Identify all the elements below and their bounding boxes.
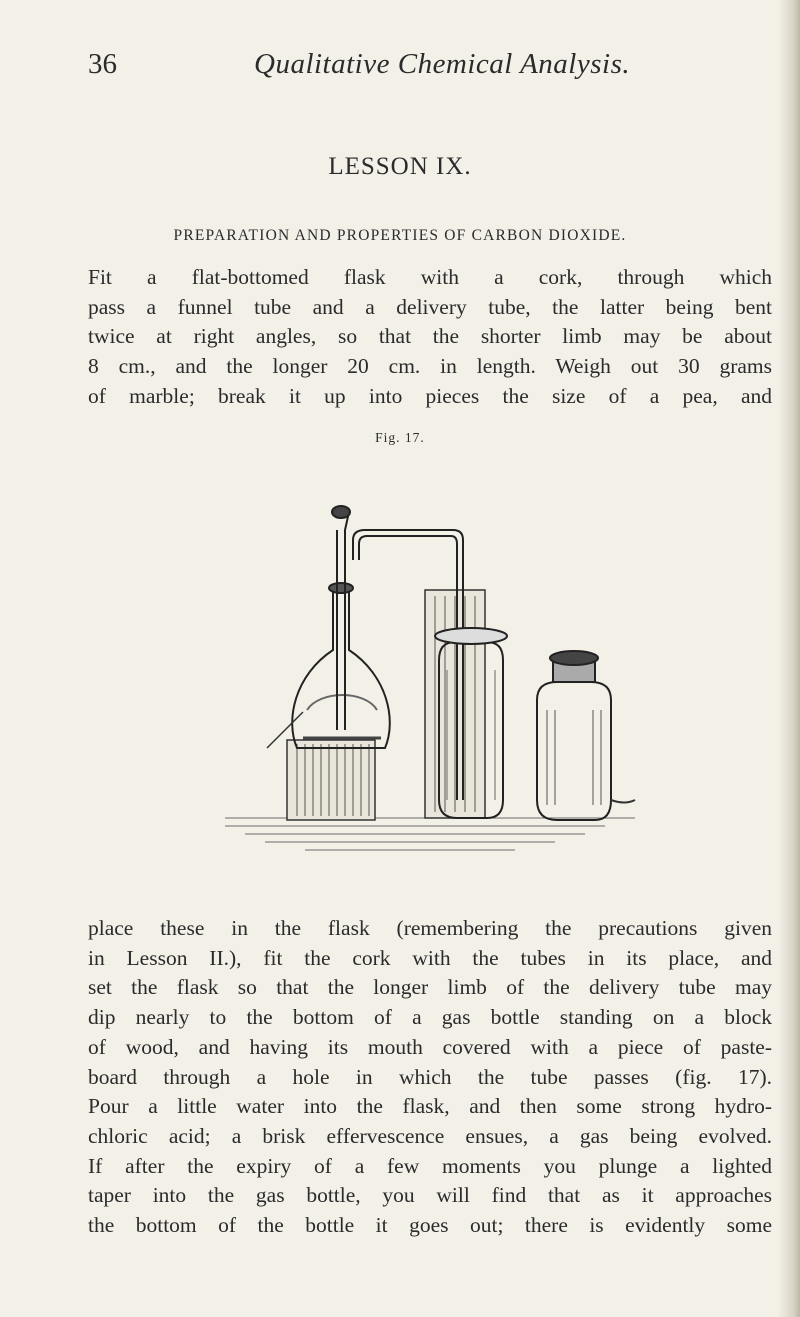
page-number: 36 [88, 48, 117, 80]
text-line: taper into the gas bottle, you will find that as it approaches [88, 1183, 772, 1208]
page-edge-shadow [778, 0, 800, 1317]
text-line: of marble; break it up into pieces the size of a pea, and [88, 383, 772, 408]
text-line: If after the expiry of a few moments you plunge a lighted [88, 1153, 772, 1178]
stoppered-bottle [537, 651, 635, 820]
text-line: Pour a little water into the flask, and then some strong hydro- [88, 1094, 772, 1119]
running-title: Qualitative Chemical Analysis. [254, 48, 631, 80]
flask [292, 583, 390, 748]
lesson-title: LESSON IX. [328, 153, 472, 180]
lesson-subtitle: PREPARATION AND PROPERTIES OF CARBON DIOXIDE. [173, 227, 627, 244]
text-line: board through a hole in which the tube passes (fig. 17). [88, 1064, 772, 1089]
apparatus-illustration [225, 500, 645, 880]
text-line: dip nearly to the bottom of a gas bottle standing on a block [88, 1005, 772, 1030]
text-line: in Lesson II.), fit the cork with the tubes in its place, and [88, 945, 772, 970]
text-line: Fit a flat-bottomed flask with a cork, through which [88, 265, 772, 289]
text-line: of wood, and having its mouth covered with a piece of paste- [88, 1034, 772, 1059]
wooden-block [287, 740, 375, 820]
table-hatching [225, 818, 635, 850]
text-line: place these in the flask (remembering the precautions given [88, 916, 772, 940]
text-line: set the flask so that the longer limb of the delivery tube may [88, 975, 772, 1000]
paragraph-1 [88, 263, 772, 412]
text-line: chloric acid; a brisk effervescence ensues, a gas being evolved. [88, 1123, 772, 1148]
paragraph-2 [88, 914, 772, 1241]
wooden-block [425, 590, 485, 818]
text-line: 8 cm., and the longer 20 cm. in length. Weigh out 30 grams [88, 354, 772, 379]
figure-caption: Fig. 17. [375, 430, 425, 445]
text-line: the bottom of the bottle it goes out; there is evidently some [88, 1213, 772, 1238]
running-head [88, 48, 728, 88]
text-line: pass a funnel tube and a delivery tube, the latter being bent [88, 294, 772, 319]
text-line: twice at right angles, so that the shorter limb may be about [88, 324, 772, 349]
